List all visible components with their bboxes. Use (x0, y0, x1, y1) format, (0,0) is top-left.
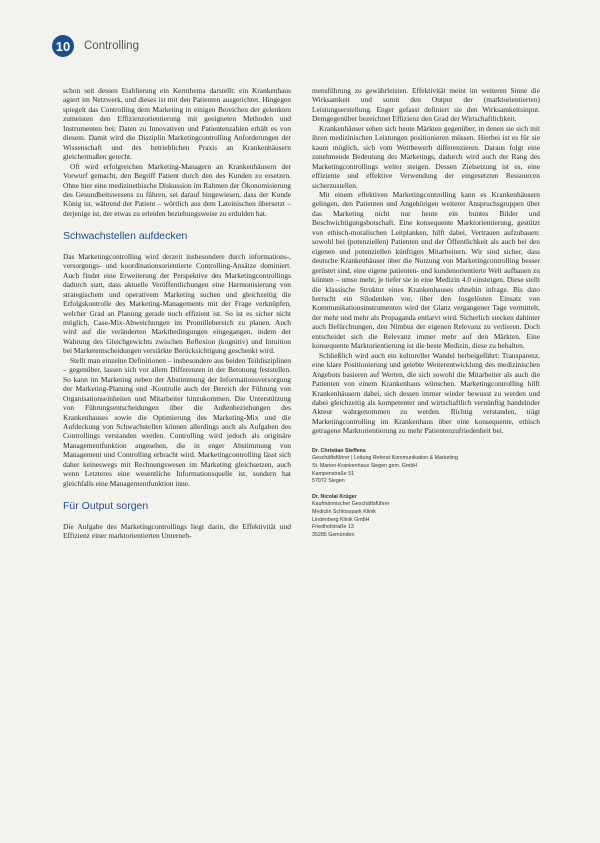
author-detail: Mediclin Schlosspark Klinik (312, 508, 376, 515)
author-detail: Geschäftsführer | Leitung Referat Kommunikation & Marketing (312, 455, 458, 462)
author-name: Dr. Christian Steffens (312, 447, 366, 454)
body-paragraph: Schließlich wird auch ein kultureller Wandel herbeigeführt: Transparenz, eine klare Positionierung und gelebte Weiterentwicklung des medizinischen Angebots basieren auf Werten, die sich sowohl die Mitarbeiter als auch die Patienten von einem Krankenhaus wünschen. Marketingcontrolling hilft Krankenhäusern dabei, sich dessen immer wieder bewusst zu werden und dabei gleichzeitig als kompetenter und wirtschaftlich vernünftig handelnder Akteur wahrgenommen zu werden. Richtig verstanden, trägt Marketingcontrolling im Krankenhaus über eine konsequente, ethisch getragene Marktorientierung zu mehr Patientenzufriedenheit bei. (312, 350, 540, 436)
author-block (312, 494, 540, 540)
page-header (52, 34, 139, 58)
author-detail: 57072 Siegen (312, 478, 345, 485)
author-detail: St. Marien-Krankenhaus Siegen gem. GmbH (312, 462, 418, 469)
body-paragraph: Das Marketingcontrolling wird derzeit insbesondere durch informations-, versorgungs- und koordinationsorientierte Controlling-Ansätze dominiert. Auch findet eine Erweiterung der Perspektive des Marketingcontrollings dadurch statt, dass aktuelle Veröffentlichungen eine Harmonisierung von strategischem und operativem Marketing suchen und gleichzeitig die Erfolgskontrolle des Marketing-Managements mit der Frage verknüpfen, welcher Grad an Planung gerade noch effizient ist. So ist es sicher nicht möglich, Case-Mix-Abweichungen im Promillebereich zu planen. Auch wird auf die veränderten Marktbedingungen eingegangen, indem der Wahrung des Gleichgewichts zwischen Reflexion (kognitiv) und Intuition bei Marketentscheidungen verstärkte Berücksichtigung geschenkt wird. (63, 251, 291, 356)
author-info (312, 448, 540, 540)
author-detail: Kaufmännischer Geschäftsführer (312, 501, 390, 508)
section-heading: Für Output sorgen (63, 500, 149, 513)
right-column (312, 86, 540, 547)
body-paragraph: Die Aufgabe des Marketingcontrollings liegt darin, die Effektivität und Effizienz einer marktorientierten Unterneh- (63, 521, 291, 541)
body-paragraph: schon seit dessen Etablierung ein Kernthema darstellt: ein Krankenhaus agiert im Netzwerk, und dieses ist mit den Patienten ausgerichtet. Hingegen spiegelt das Controlling dem Marketing in einigen Bereichen der gelenkten zumeisten den Effizienzorientierung mit geeigneten Methoden und Instrumenten bei; Daten zu Innovativen und Patientenzahlen erhält es von diesem. Damit wird die Disziplin Marketingcontrolling Anforderungen der Wissenschaft und des betrieblichen Praxis an Krankenhäusern gleichermaßen gerecht. (63, 86, 291, 162)
author-detail: Kampenstraße 51 (312, 470, 355, 477)
author-block (312, 448, 540, 486)
body-paragraph: Stellt man einzelne Definitionen – insbesondere aus beiden Teildisziplinen – gegenüber, lassen sich vor allem Differenzen in der Betonung feststellen. So kann im Marketing neben der Abstimmung der Informationsversorgung der Marketing-Planung und -Kontrolle auch der Bereich der Führung von Organisationseinheiten und Mitarbeiter hinzukommen. Die Unterstützung von Führungsentscheidungen über die Außenbeziehungen des Krankenhauses sowie die Optimierung des Marketing-Mix und die Aufdeckung von Schwachstellen können allerdings auch als Aufgaben des Controllings verstanden werden. Controlling wird jedoch als originäre Managementfunktion angesehen, die in enger Abstimmung von Management und Controlling erbracht wird. Marketingcontrolling lässt sich daher keineswegs mit Rechnungswesen im Marketing gleichsetzen, auch wenn Letzteres eine wesentliche Informationsquelle ist, sondern hat gleichfalls eine Managementfunktion inne. (63, 355, 291, 488)
body-paragraph: Oft wird erfolgreichen Marketing-Managern an Krankenhäusern der Vorwurf gemacht, den Begriff Patient durch den des Kunden zu ersetzen. Ohne hier eine medizinethische Diskussion im Rahmen der Ökonomisierung des Gesundheitswesens zu führen, sei darauf hingewiesen, dass der Kunde König ist, während der Patient – wörtlich aus dem Lateinischen übersetzt – derjenige ist, der etwas zu erleiden beziehungsweise zu erdulden hat. (63, 161, 291, 218)
author-detail: Lindenberg Klinik GmbH (312, 516, 370, 523)
body-paragraph: Mit einem effektiven Marketingcontrolling kann es Krankenhäusern gelingen, den Patienten und Angehörigen weiterer Anspruchsgruppen über das Marketing nicht nur heute ein buntes Bilder und Beschwichtigungsbotschaft. Eine konsequente Marktorientierung, gestützt von ethisch-moralischen Leitplanken, hilft dabei, Vertrauen aufzubauen: sowohl bei (potenziellen) Patienten und der Öffentlichkeit als auch bei den eigenen und potenziellen künftigen Mitarbeitern. Wir sind sicher, dass deutsche Krankenhäuser über die Nutzung von Marketingcontrolling besser gerüstet sind, eine eigene patienten- und kundenorientierte Welt aufbauen zu können – umso mehr, je tiefer sie in eine Medizin 4.0 einsteigen. Diese stellt die klassische Struktur eines Krankenhauses ohnehin infrage. Bis dato herrscht ein Silodenken vor, über den losgelösten Einsatz von Kommunikationsinstrumenten wird der Glanz vergangener Tage vermittelt, der mehr und mehr als Propaganda entlarvt wird. Sicherlich stecken dahinter auch Befürchtungen, den Nimbus der eigenen Relevanz zu verlieren. Doch entscheidet sich die Relevanz immer mehr auf den Märkten. Eine konsequente Marktorientierung ist die beste Medizin, diese zu behalten. (312, 189, 540, 351)
author-detail: 35285 Gemünden (312, 531, 355, 538)
author-name: Dr. Nicolai Krüger (312, 493, 357, 500)
running-head: Controlling (84, 40, 139, 52)
body-paragraph: mensführung zu gewährleisten. Effektivität meint im weiteren Sinne die Wirksamkeit und somit den Output der (marktorientierten) Leistungserstellung. Enger gefasst definiert sie den Wirksamkeitsinput. Demgegenüber bezeichnet Effizienz den Grad der Wirtschaftlichkeit. (312, 86, 540, 124)
author-detail: Friedhofstraße 13 (312, 524, 354, 531)
left-column (63, 86, 291, 540)
page-number-badge: 10 (52, 35, 74, 57)
section-heading: Schwachstellen aufdecken (63, 230, 188, 243)
body-paragraph: Krankenhäuser sehen sich heute Märkten gegenüber, in denen sie sich mit ihren medizinischen Leistungen positionieren müssen. Hierbei ist es für sie kaum möglich, sich vom Wettbewerb differenzieren. Daraus folgt eine zunehmende Bedeutung des Marketings, dadurch wird auch der Rang des Marketingcontrollings weiter steigen. Dessen Zielsetzung ist es, eine effiziente und effektive Verwendung der eingesetzten Ressourcen sicherzustellen. (312, 123, 540, 190)
